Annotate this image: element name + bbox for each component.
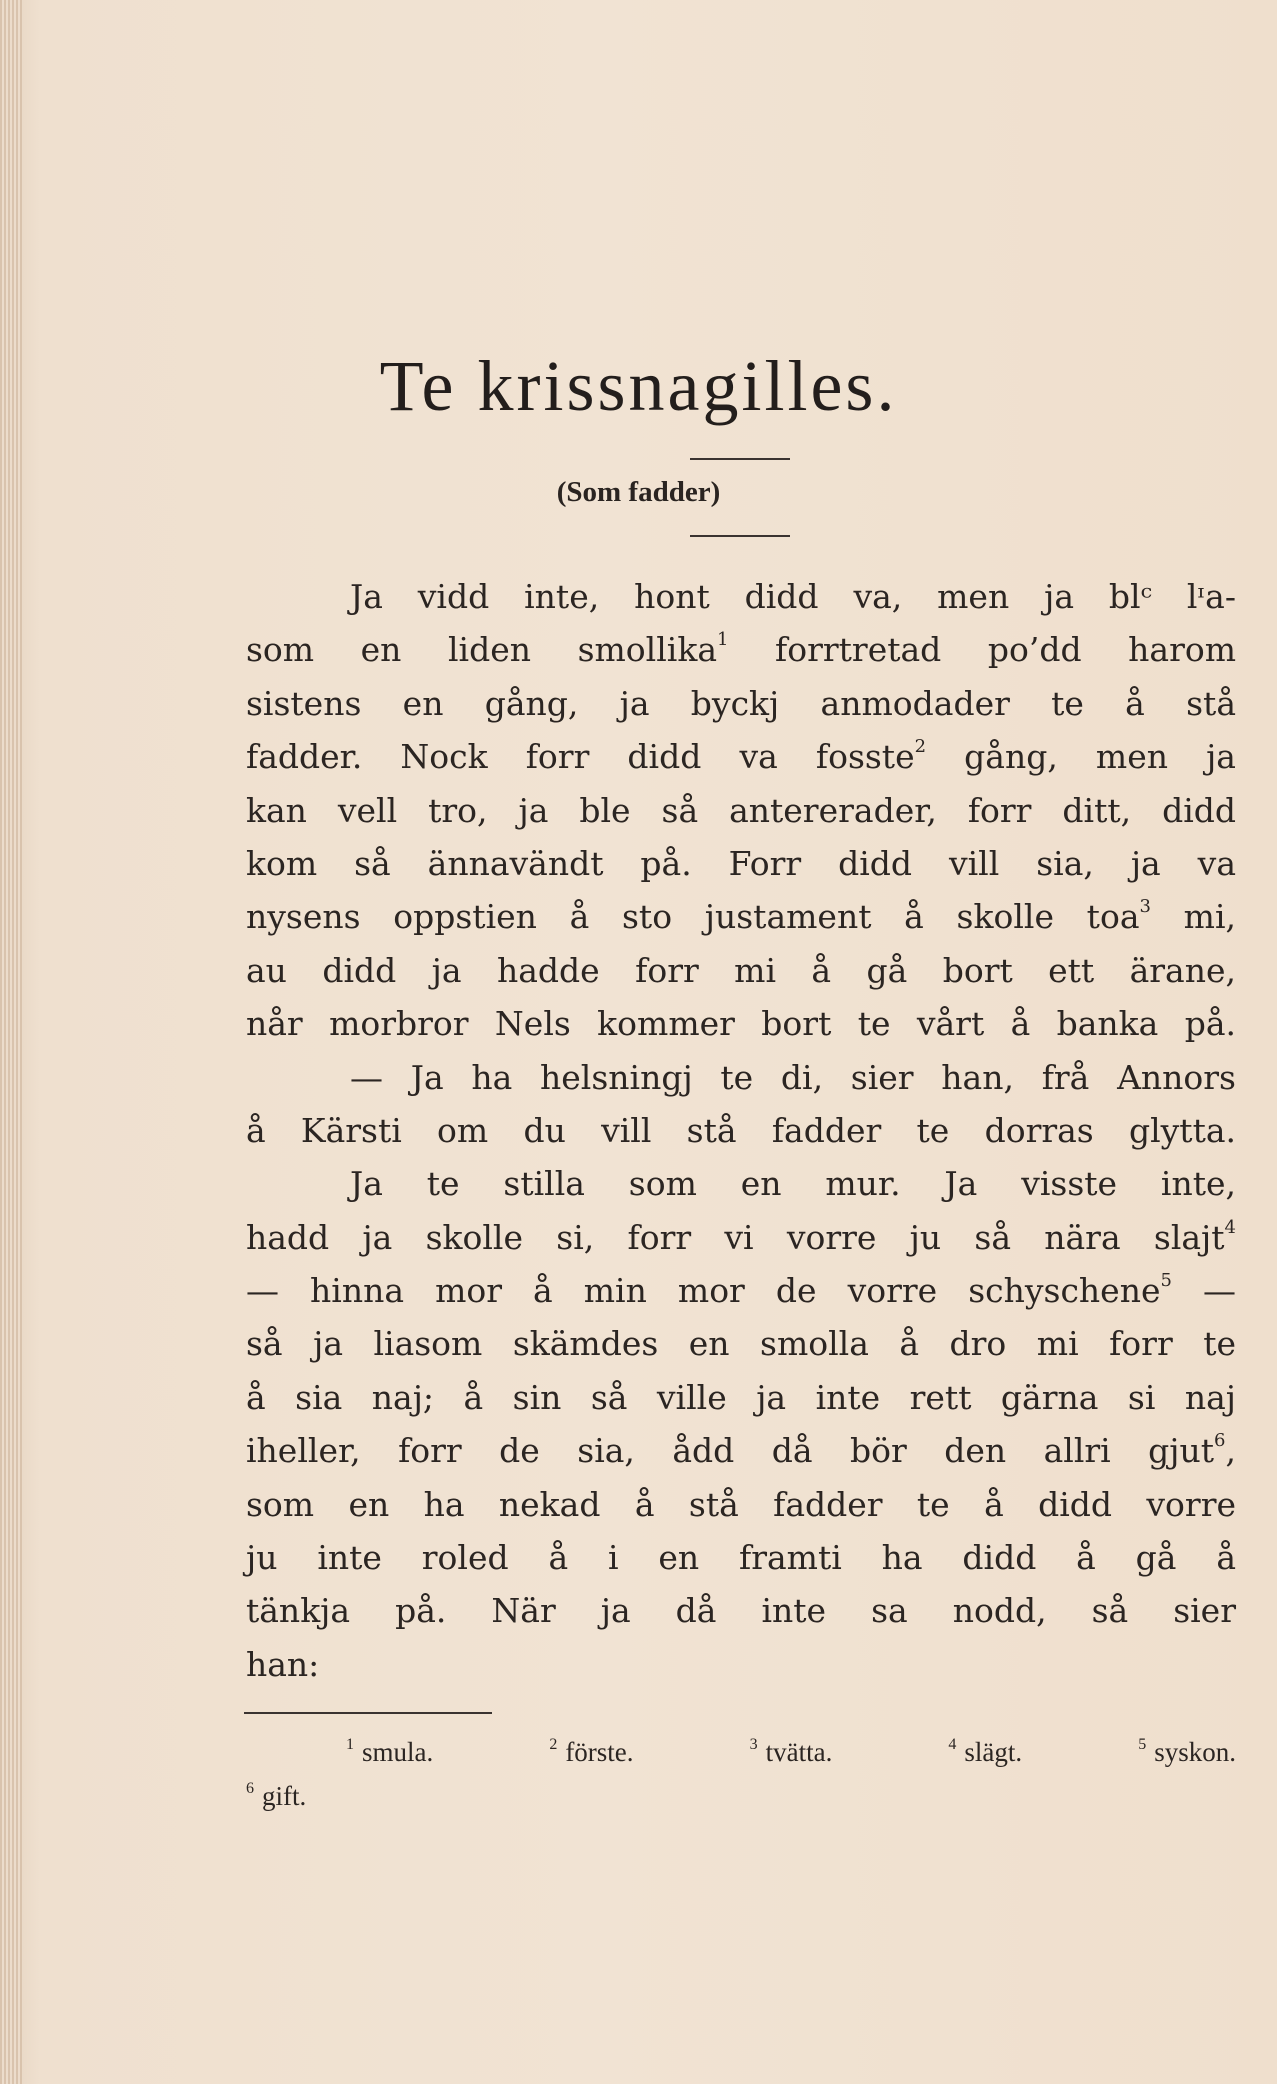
- footnote-row: [246, 1774, 1236, 1818]
- text-segment: gång, men ja: [926, 737, 1236, 777]
- text-segment: fadder. Nock forr didd va fosste: [246, 737, 915, 777]
- footnote-item: [1138, 1730, 1236, 1774]
- text-segment: som en liden smollika: [246, 630, 718, 670]
- footnote-marker: 5: [1160, 1270, 1172, 1292]
- text-segment: mi,: [1150, 897, 1236, 937]
- footnote-marker: 6: [1214, 1430, 1226, 1452]
- footnote-item: [948, 1730, 1022, 1774]
- text-line: au didd ja hadde forr mi å gå bort ett ärane,: [246, 950, 1236, 990]
- footnote-item: [750, 1730, 833, 1774]
- text-segment: nysens oppstien å sto justament å skolle toa: [246, 897, 1140, 937]
- text-line: å Kärsti om du vill stå fadder te dorras glytta.: [246, 1110, 1236, 1150]
- footnote-marker: 4: [1224, 1216, 1236, 1238]
- footnote-text: tvätta.: [765, 1737, 833, 1767]
- text-line: — Ja ha helsningj te di, sier han, frå Annors: [350, 1057, 1236, 1097]
- footnote-number: 2: [549, 1736, 558, 1753]
- footnote-number: 4: [948, 1736, 957, 1753]
- text-segment: hadd ja skolle si, forr vi vorre ju så nära slajt: [246, 1217, 1225, 1257]
- text-line: tänkja på. När ja då inte sa nodd, så sier: [246, 1591, 1236, 1631]
- footnote-marker: 2: [914, 736, 927, 758]
- text-segment: —: [1171, 1271, 1236, 1311]
- text-line: når morbror Nels kommer bort te vårt å banka på.: [246, 1004, 1236, 1044]
- footnotes: [246, 1730, 1236, 1818]
- text-line: sistens en gång, ja byckj anmodader te å stå: [246, 683, 1236, 723]
- text-segment: forrtretad po’dd harom: [728, 630, 1236, 670]
- footnote-marker: 1: [717, 629, 729, 651]
- footnote-item: [549, 1730, 633, 1774]
- text-line: kan vell tro, ja ble så antererader, forr ditt, didd: [246, 790, 1236, 830]
- text-line: han:: [246, 1644, 320, 1684]
- footnote-divider: [244, 1712, 492, 1714]
- text-line: [246, 623, 1236, 676]
- footnote-text: slägt.: [964, 1737, 1023, 1767]
- text-line: kom så ännavändt på. Forr didd vill sia, ja va: [246, 843, 1236, 883]
- footnote-item: [246, 1781, 306, 1811]
- footnote-number: 3: [749, 1736, 758, 1753]
- text-segment: iheller, forr de sia, ådd då bör den allri gjut: [246, 1431, 1215, 1471]
- page-spine-edge: [0, 0, 22, 2084]
- footnote-text: smula.: [362, 1737, 434, 1767]
- text-line: Ja vidd inte, hont didd va, men ja blᶜ lᶦa-: [350, 577, 1236, 616]
- text-segment: — hinna mor å min mor de vorre schyschene: [246, 1271, 1161, 1311]
- body-text: [246, 570, 1236, 1691]
- text-line: som en ha nekad å stå fadder te å didd vorre: [246, 1484, 1236, 1524]
- title-divider-top: [690, 458, 790, 460]
- chapter-subtitle: (Som fadder): [556, 476, 721, 508]
- footnote-text: gift.: [262, 1781, 307, 1811]
- text-line: så ja liasom skämdes en smolla å dro mi forr te: [246, 1324, 1236, 1364]
- footnote-marker: 3: [1139, 896, 1151, 918]
- text-line: [246, 1211, 1236, 1264]
- chapter-title: Te krissnagilles.: [379, 346, 898, 426]
- footnote-item: [346, 1730, 433, 1774]
- footnote-row: [246, 1730, 1236, 1774]
- text-line: [246, 1424, 1236, 1477]
- title-divider-bottom: [690, 535, 790, 537]
- footnote-text: förste.: [565, 1737, 634, 1767]
- footnote-number: 5: [1138, 1736, 1147, 1753]
- text-line: Ja te stilla som en mur. Ja visste inte,: [350, 1164, 1236, 1204]
- text-line: ju inte roled å i en framti ha didd å gå å: [246, 1538, 1236, 1578]
- text-line: [246, 890, 1236, 943]
- text-line: [246, 730, 1236, 783]
- footnote-number: 1: [346, 1736, 354, 1753]
- footnote-number: 6: [246, 1780, 254, 1797]
- footnote-text: syskon.: [1154, 1737, 1236, 1767]
- text-segment: ,: [1225, 1431, 1236, 1471]
- text-line: å sia naj; å sin så ville ja inte rett gärna si naj: [246, 1377, 1236, 1417]
- text-line: [246, 1264, 1236, 1317]
